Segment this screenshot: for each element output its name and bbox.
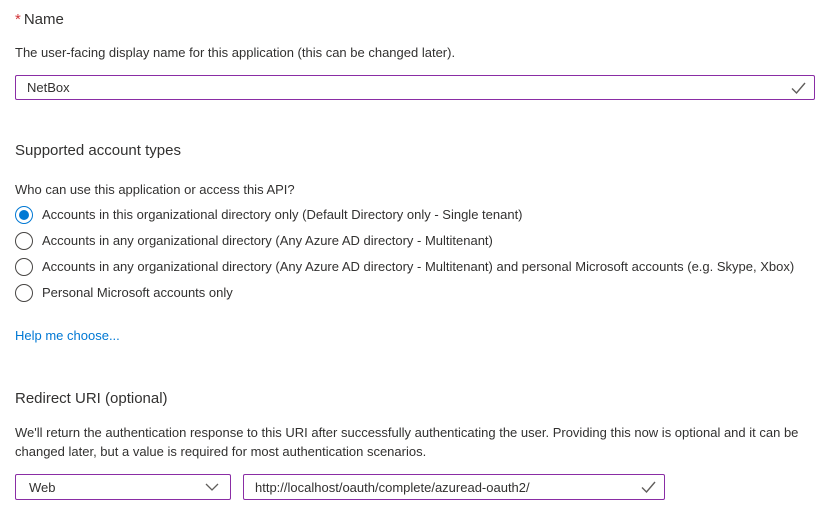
radio-button-icon[interactable] xyxy=(15,206,33,224)
radio-button-icon[interactable] xyxy=(15,284,33,302)
chevron-down-icon xyxy=(205,483,219,491)
required-asterisk: * xyxy=(15,11,21,28)
name-input[interactable] xyxy=(15,75,815,100)
name-input-wrap xyxy=(15,75,815,100)
account-type-option-single-tenant[interactable] xyxy=(15,202,815,228)
platform-select[interactable] xyxy=(15,474,231,500)
radio-button-icon[interactable] xyxy=(15,258,33,276)
redirect-uri-row xyxy=(15,474,815,500)
radio-option-label: Accounts in this organizational directory only (Default Directory only - Single tenant) xyxy=(42,207,523,222)
redirect-uri-heading: Redirect URI (optional) xyxy=(15,390,168,407)
redirect-uri-input[interactable] xyxy=(243,474,665,500)
name-section xyxy=(15,10,815,100)
account-type-option-personal-only[interactable] xyxy=(15,280,815,306)
radio-option-label: Accounts in any organizational directory (Any Azure AD directory - Multitenant) xyxy=(42,233,493,248)
name-field-description: The user-facing display name for this application (this can be changed later). xyxy=(15,45,456,60)
account-type-option-multitenant-personal[interactable] xyxy=(15,254,815,280)
account-type-option-multitenant[interactable] xyxy=(15,228,815,254)
redirect-uri-input-wrap xyxy=(243,474,665,500)
supported-account-types-heading: Supported account types xyxy=(15,142,181,159)
radio-button-icon[interactable] xyxy=(15,232,33,250)
supported-account-types-section xyxy=(15,141,815,344)
name-field-label xyxy=(15,10,815,30)
help-me-choose-link[interactable]: Help me choose... xyxy=(15,328,120,343)
radio-option-label: Accounts in any organizational directory (Any Azure AD directory - Multitenant) and personal Microsoft accounts (e.g. Skype, Xbox) xyxy=(42,259,795,274)
redirect-uri-description: We'll return the authentication response to this URI after successfully authenticating the user. Providing this now is optional and it can be changed later, but a value is required for most authentication scenarios. xyxy=(15,425,799,459)
platform-select-value: Web xyxy=(29,479,56,495)
redirect-uri-section xyxy=(15,389,815,500)
account-types-radio-group xyxy=(15,202,815,306)
account-types-question: Who can use this application or access this API? xyxy=(15,182,295,197)
name-label-text: Name xyxy=(23,11,64,28)
radio-option-label: Personal Microsoft accounts only xyxy=(42,285,233,300)
